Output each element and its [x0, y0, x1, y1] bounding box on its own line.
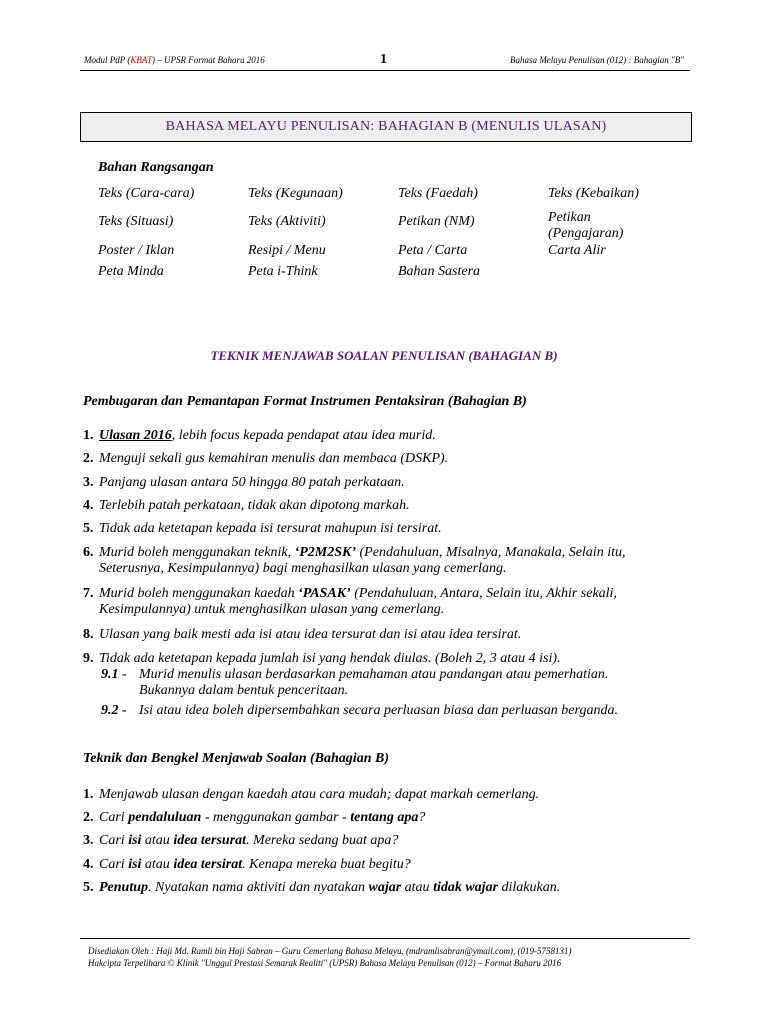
- section2-heading: Teknik dan Bengkel Menjawab Soalan (Bahagian B): [83, 751, 389, 766]
- title-box: [80, 112, 692, 142]
- list-item: 3. Panjang ulasan antara 50 hingga 80 patah perkataan.: [83, 475, 405, 490]
- bahan-cell: Bahan Sastera: [398, 264, 481, 279]
- bahan-cell: Teks (Situasi): [98, 214, 174, 229]
- list-item: 7. Murid boleh menggunakan kaedah ‘PASAK’ (Pendahuluan, Antara, Selain itu, Akhir sekali, Kesimpulannya) untuk menghasilkan ulasan yang cemerlang.: [83, 586, 617, 617]
- bahan-cell: Poster / Iklan: [98, 243, 175, 258]
- header-left: Modul PdP (KBAT) – UPSR Format Baharu 2016: [84, 55, 265, 65]
- list-item: 6. Murid boleh menggunakan teknik, ‘P2M2SK’ (Pendahuluan, Misalnya, Manakala, Selain itu, Seterusnya, Kesimpulannya) bagi menghasilkan ulasan yang cemerlang.: [83, 545, 626, 576]
- teknik-heading: TEKNIK MENJAWAB SOALAN PENULISAN (BAHAGIAN B): [210, 348, 558, 363]
- kbat-label: KBAT: [130, 55, 152, 65]
- page-title: BAHASA MELAYU PENULISAN: BAHAGIAN B (MENULIS ULASAN): [165, 119, 607, 134]
- bahan-grid: [98, 186, 698, 284]
- list-item: 5. Penutup. Nyatakan nama aktiviti dan nyatakan wajar atau tidak wajar dilakukan.: [83, 880, 561, 895]
- bahan-cell: Teks (Faedah): [398, 186, 478, 201]
- bahan-cell: Resipi / Menu: [248, 243, 326, 258]
- bahan-row: [98, 243, 698, 264]
- bahan-cell: Teks (Kebaikan): [548, 186, 639, 201]
- list-item: 1. Menjawab ulasan dengan kaedah atau cara mudah; dapat markah cemerlang.: [83, 787, 540, 802]
- bahan-cell: Teks (Cara-cara): [98, 186, 195, 201]
- bahan-cell: Peta Minda: [98, 264, 164, 279]
- bahan-cell: Peta / Carta: [398, 243, 468, 258]
- bahan-row: [98, 186, 698, 210]
- header-right: Bahasa Melayu Penulisan (012) : Bahagian "B": [509, 55, 684, 65]
- bahan-cell: Carta Alir: [548, 243, 606, 258]
- header-rule: [80, 70, 690, 71]
- bahan-cell: Petikan (NM): [398, 214, 475, 229]
- footer-line1: Disediakan Oleh : Haji Md. Ramli bin Haji Sabran – Guru Cemerlang Bahasa Melayu, (mdramlisabran@ymail.com), (019-5758131): [88, 946, 572, 956]
- bahan-cell: Peta i-Think: [248, 264, 318, 279]
- bahan-heading: Bahan Rangsangan: [98, 160, 214, 175]
- bahan-row: [98, 210, 698, 243]
- list-item: 2. Cari pendaluluan - menggunakan gambar - tentang apa?: [83, 810, 426, 825]
- bahan-cell: Petikan (Pengajaran): [548, 210, 624, 241]
- sub-item: 9.1 - Murid menulis ulasan berdasarkan pemahaman atau pandangan atau pemerhatian. Bukannya dalam bentuk penceritaan.: [101, 667, 609, 698]
- list-item: 3. Cari isi atau idea tersurat. Mereka sedang buat apa?: [83, 833, 399, 848]
- bahan-cell: Teks (Kegunaan): [248, 186, 343, 201]
- bahan-cell: [548, 264, 698, 284]
- list-item: 2. Menguji sekali gus kemahiran menulis dan membaca (DSKP).: [83, 451, 449, 466]
- sub-item: 9.2 - Isi atau idea boleh dipersembahkan secara perluasan biasa dan perluasan berganda.: [101, 703, 618, 718]
- bahan-row: [98, 264, 698, 284]
- list-item: 4. Cari isi atau idea tersirat. Kenapa mereka buat begitu?: [83, 857, 411, 872]
- list-item: 4. Terlebih patah perkataan, tidak akan dipotong markah.: [83, 498, 410, 513]
- footer-line2: Hakcipta Terpelihara © Klinik "Unggul Prestasi Semarak Realiti" (UPSR) Bahasa Melayu Penulisan (012) – Format Baharu 2016: [88, 958, 562, 968]
- bahan-cell: Teks (Aktiviti): [248, 214, 326, 229]
- list-item: 9. Tidak ada ketetapan kepada jumlah isi yang hendak diulas. (Boleh 2, 3 atau 4 isi).: [83, 651, 561, 666]
- section1-heading: Pembugaran dan Pemantapan Format Instrumen Pentaksiran (Bahagian B): [83, 394, 527, 409]
- list-item: 8. Ulasan yang baik mesti ada isi atau idea tersurat dan isi atau idea tersirat.: [83, 627, 522, 642]
- list-item: 5. Tidak ada ketetapan kepada isi tersurat mahupun isi tersirat.: [83, 521, 442, 536]
- list-item: 1. Ulasan 2016, lebih focus kepada pendapat atau idea murid.: [83, 428, 436, 443]
- footer-rule: [80, 938, 690, 939]
- page-number: 1: [380, 52, 387, 67]
